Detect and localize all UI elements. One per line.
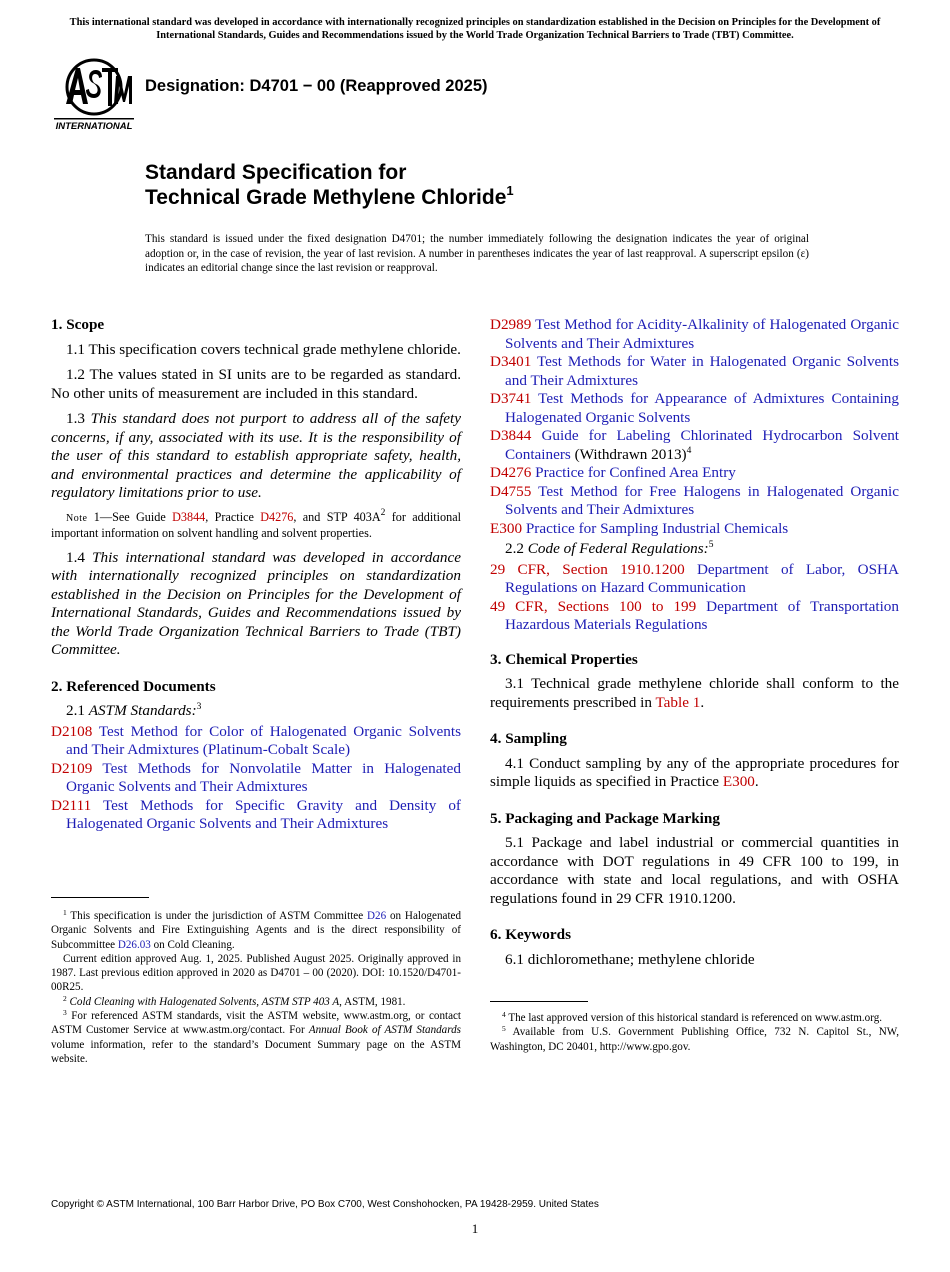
copyright-line: Copyright © ASTM International, 100 Barr Harbor Drive, PO Box C700, West Conshohocken, PA 19428-2959. United States bbox=[51, 1199, 599, 1210]
reference-code-link[interactable]: D4755 bbox=[490, 482, 532, 500]
title-line-2: Technical Grade Methylene Chloride$^1$ bbox=[145, 183, 514, 209]
astm-reference-item bbox=[490, 464, 899, 483]
reference-list-left bbox=[51, 723, 461, 834]
reference-title-link[interactable]: Test Method for Free Halogens in Halogenated Organic Solvents and Their Admixtures bbox=[505, 482, 899, 518]
note-1: Note 1—See Guide D3844, Practice D4276, and STP $403A^2$ for additional important information on solvent handling and solvent properties. bbox=[51, 507, 461, 540]
paragraph-1-3: 1.3 This standard does not purport to address all of the safety concerns, if any, associated with its use. It is the responsibility of the user of this standard to establish appropriate safety, health, and environmental practices and determine the applicability of regulatory limitations prior to use. bbox=[51, 410, 462, 501]
footnote-3: $^3$ For referenced ASTM standards, visit the ASTM website, www.astm.org, or contact ASTM Customer Service at www.astm.org/contact. For Annual Book of ASTM Standards volume information, refer to the standard’s Document Summary page on the ASTM website. bbox=[51, 1008, 461, 1065]
footnotes-right bbox=[490, 1011, 899, 1054]
reference-code-link[interactable]: D2111 bbox=[51, 796, 92, 814]
link-d26-03[interactable]: D26.03 bbox=[117, 938, 151, 951]
paragraph-6-1: 6.1 dichloromethane; methylene chloride bbox=[505, 950, 755, 968]
reference-title-link[interactable]: Guide for Labeling Chlorinated Hydrocarbon Solvent Containers bbox=[505, 427, 900, 463]
astm-reference-item bbox=[490, 520, 899, 539]
right-column bbox=[490, 316, 899, 976]
page-number: 1 bbox=[471, 1221, 479, 1236]
astm-reference-item bbox=[490, 353, 899, 390]
document-title bbox=[145, 160, 514, 210]
title-footnote-mark: 1 bbox=[506, 183, 514, 198]
issuance-statement: This standard is issued under the fixed designation D4701; the number immediately following the designation indicates the year of original adoption or, in the case of revision, the year of last revision. A number in parentheses indicates the year of last reapproval. A superscript epsilon (ε) indicates an editorial change since the last revision or reapproval. bbox=[145, 233, 809, 275]
reference-code-link[interactable]: 49 CFR, Sections 100 to 199 bbox=[490, 597, 697, 615]
reference-code-link[interactable]: D4276 bbox=[490, 464, 532, 481]
paragraph-5-1: 5.1 Package and label industrial or commercial quantities in accordance with DOT regulations in 49 CFR 100 to 199, in accordance with state and local regulations, and with OSHA regulations found in 29 CFR 1910.1200. bbox=[490, 834, 899, 907]
link-table-1[interactable]: Table 1 bbox=[655, 693, 701, 711]
section-heading-referenced-documents: 2. Referenced Documents bbox=[51, 677, 216, 695]
footnote-4: $^4$ The last approved version of this historical standard is referenced on www.astm.org. bbox=[502, 1010, 883, 1024]
astm-reference-item bbox=[490, 390, 899, 427]
reference-title-link[interactable]: Practice for Confined Area Entry bbox=[535, 464, 736, 481]
reference-code-link[interactable]: D2108 bbox=[51, 722, 93, 740]
paragraph-4-1: 4.1 Conduct sampling by any of the appropriate procedures for simple liquids as specified in Practice E300. bbox=[490, 754, 899, 790]
reference-title-link[interactable]: Practice for Sampling Industrial Chemicals bbox=[525, 519, 789, 537]
reference-code-link[interactable]: D3401 bbox=[490, 353, 532, 370]
reference-title-link[interactable]: Test Methods for Nonvolatile Matter in Halogenated Organic Solvents and Their Admixtures bbox=[66, 759, 461, 796]
paragraph-1-2: 1.2 The values stated in SI units are to be regarded as standard. No other units of measurement are included in this standard. bbox=[51, 366, 461, 402]
astm-reference-item bbox=[51, 797, 461, 834]
reference-footnote-mark: 4 bbox=[686, 445, 692, 456]
footnote-1-edition: Current edition approved Aug. 1, 2025. Published August 2025. Originally approved in 1987. Last previous edition approved in 2020 as D4701 – 00 (2020). DOI: 10.1520/D4701-00R25. bbox=[51, 952, 461, 994]
astm-reference-item bbox=[490, 316, 899, 353]
footnotes-left bbox=[51, 909, 461, 1066]
section-heading-chemical-properties: 3. Chemical Properties bbox=[490, 650, 638, 668]
link-e300[interactable]: E300 bbox=[722, 773, 755, 790]
reference-title-link[interactable]: Test Methods for Water in Halogenated Organic Solvents and Their Admixtures bbox=[505, 353, 899, 389]
footnote-rule-left bbox=[51, 897, 149, 898]
paragraph-2-2: 2.2 Code of Federal Regulations:$^5$ bbox=[505, 540, 714, 557]
cfr-reference-item bbox=[490, 561, 899, 598]
designation: Designation: D4701 − 00 (Reapproved 2025) bbox=[145, 77, 488, 95]
reference-code-link[interactable]: D2989 bbox=[490, 316, 532, 333]
reference-code-link[interactable]: D3844 bbox=[490, 427, 532, 444]
cfr-reference-list bbox=[490, 561, 899, 635]
reference-withdrawn-note: (Withdrawn 2013) bbox=[570, 445, 687, 463]
reference-title-link[interactable]: Test Methods for Specific Gravity and Density of Halogenated Organic Solvents and Their Admixtures bbox=[66, 796, 461, 833]
reference-title-link[interactable]: Test Method for Color of Halogenated Organic Solvents and Their Admixtures (Platinum-Cobalt Scale) bbox=[66, 722, 461, 759]
footnote-5: $^5$ Available from U.S. Government Publishing Office, 732 N. Capitol St., NW, Washington, DC 20401, http://www.gpo.gov. bbox=[490, 1024, 899, 1053]
astm-reference-item bbox=[51, 723, 461, 760]
reference-title-link[interactable]: Department of Labor, OSHA Regulations on Hazard Communication bbox=[505, 560, 899, 596]
reference-code-link[interactable]: 29 CFR, Section 1910.1200 bbox=[490, 560, 685, 578]
reference-code-link[interactable]: E300 bbox=[490, 519, 523, 537]
reference-title-link[interactable]: Test Methods for Appearance of Admixtures Containing Halogenated Organic Solvents bbox=[505, 390, 899, 426]
footnote-1: $^1$ This specification is under the jurisdiction of ASTM Committee D26 on Halogenated Organic Solvents and Fire Extinguishing Agents and is the direct responsibility of Subcommittee D26.03 on Cold Cleaning. bbox=[51, 908, 461, 951]
cfr-reference-item bbox=[490, 598, 899, 635]
section-heading-keywords: 6. Keywords bbox=[490, 926, 571, 943]
left-column bbox=[51, 316, 461, 834]
footnote-rule-right bbox=[490, 1001, 588, 1002]
reference-list-right bbox=[490, 316, 899, 538]
section-heading-sampling: 4. Sampling bbox=[490, 730, 567, 747]
reference-title-link[interactable]: Department of Transportation Hazardous Materials Regulations bbox=[505, 597, 899, 633]
link-d3844[interactable]: D3844 bbox=[172, 509, 206, 524]
astm-reference-item bbox=[490, 427, 899, 464]
astm-reference-item bbox=[490, 483, 899, 520]
astm-reference-item bbox=[51, 760, 461, 797]
reference-title-link[interactable]: Test Method for Acidity-Alkalinity of Halogenated Organic Solvents and Their Admixtures bbox=[505, 316, 899, 352]
paragraph-3-1: 3.1 Technical grade methylene chloride shall conform to the requirements prescribed in Table 1. bbox=[490, 675, 899, 711]
footnote-2: $^2$ Cold Cleaning with Halogenated Solvents, ASTM STP 403 A, ASTM, 1981. bbox=[63, 993, 406, 1008]
reference-code-link[interactable]: D3741 bbox=[490, 390, 532, 407]
paragraph-1-4: 1.4 This international standard was developed in accordance with internationally recognized principles on standardization established in the Decision on Principles for the Development of International Standards, Guides and Recommendations issued by the World Trade Organization Technical Barriers to Trade (TBT) Committee. bbox=[51, 548, 462, 659]
section-heading-packaging: 5. Packaging and Package Marking bbox=[490, 809, 720, 827]
logo-text: INTERNATIONAL bbox=[55, 121, 133, 132]
link-d26[interactable]: D26 bbox=[367, 910, 387, 922]
paragraph-2-1: 2.1 ASTM Standards:$^3$ bbox=[66, 702, 202, 720]
reference-code-link[interactable]: D2109 bbox=[51, 759, 93, 777]
paragraph-1-1: 1.1 This specification covers technical grade methylene chloride. bbox=[66, 340, 461, 358]
astm-logo bbox=[52, 56, 136, 132]
section-heading-scope: 1. Scope bbox=[51, 316, 105, 333]
title-line-1: Standard Specification for bbox=[145, 161, 407, 184]
top-notice: This international standard was developed in accordance with internationally recognized principles on standardization established in the Decision on Principles for the Development of International Standards, Guides and Recommendations issued by the World Trade Organization Technical Barriers to Trade (TBT) Committee. bbox=[69, 17, 881, 41]
link-d4276[interactable]: D4276 bbox=[260, 509, 294, 524]
